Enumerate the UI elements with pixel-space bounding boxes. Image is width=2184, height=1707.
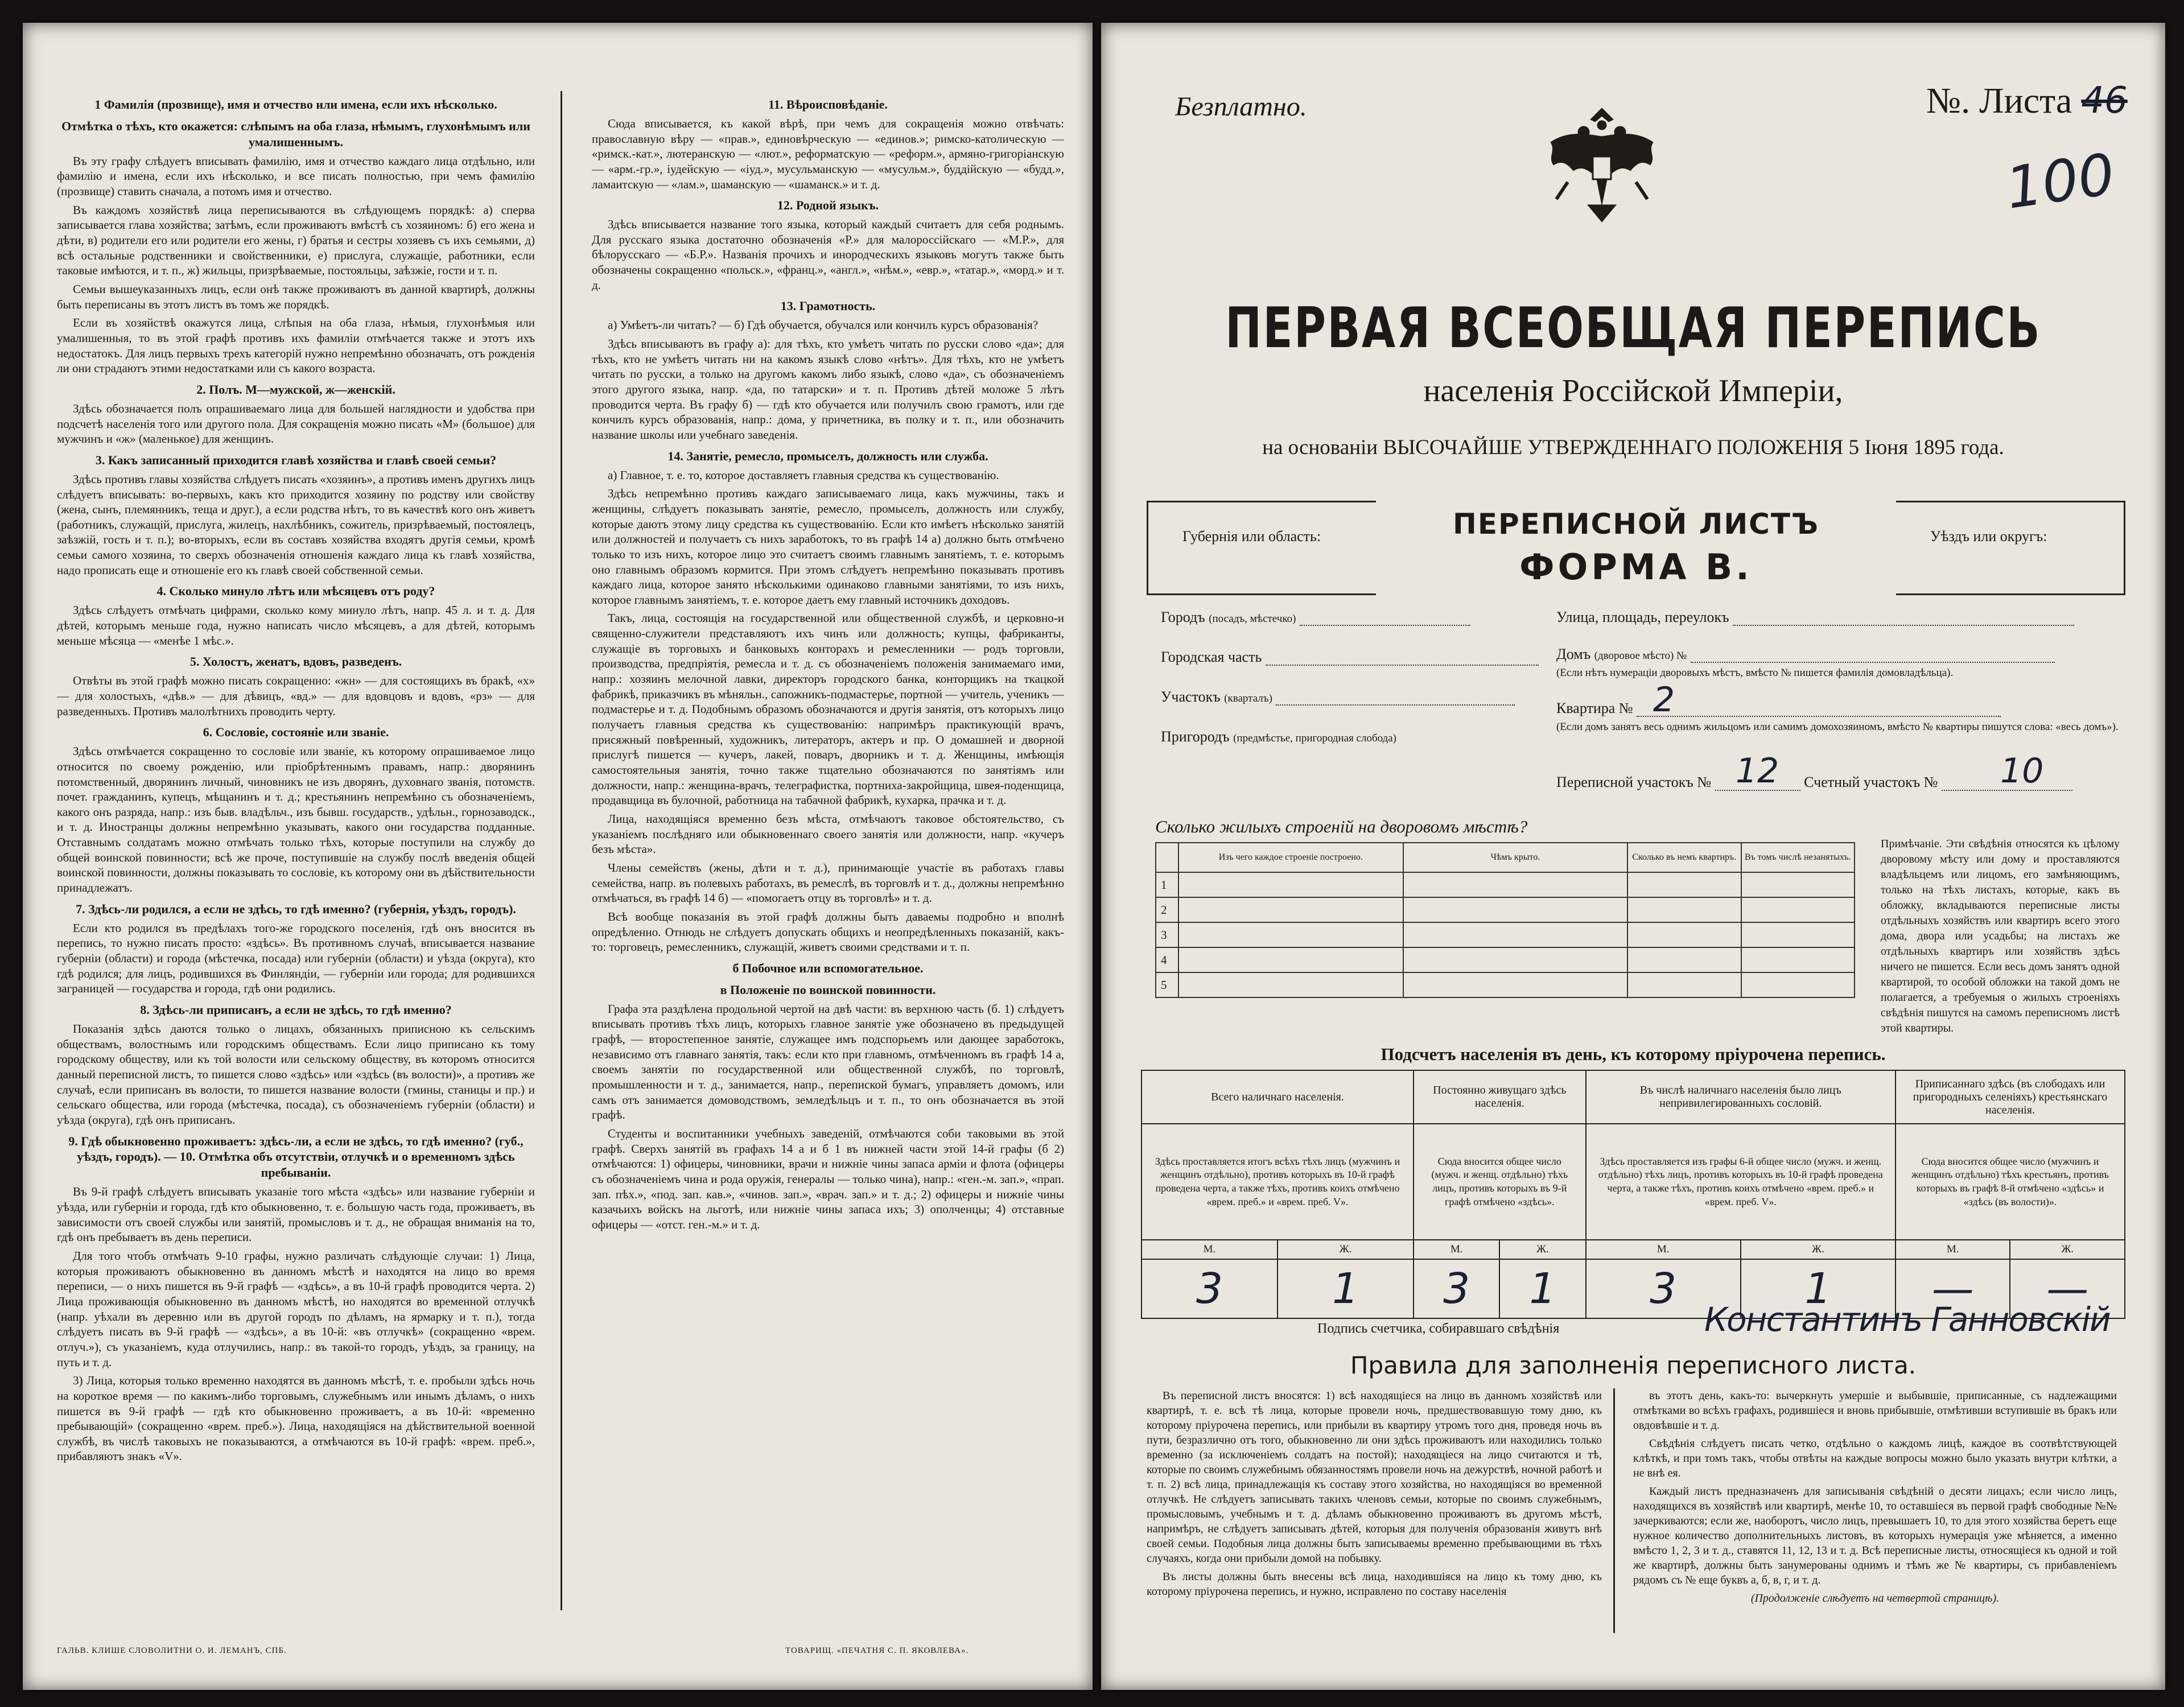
suburb-note: (предмѣстье, пригородная слобода) — [1233, 732, 1396, 744]
sheet-number — [1926, 80, 2128, 122]
house-explanation: (Если нѣтъ нумераціи дворовыхъ мѣстъ, вмѣсто № пишется фамилія домовладѣльца). — [1556, 667, 1954, 679]
district-label: Уѣздъ или округъ: — [1930, 528, 2047, 545]
female-label: Ж. — [1741, 1240, 1895, 1259]
city-part-label: Городская часть — [1161, 649, 1262, 665]
female-label: Ж. — [2010, 1240, 2125, 1259]
enumerator-signature-label: Подпись счетчика, собиравшаго свѣдѣнія — [1317, 1321, 1560, 1336]
census-precinct-field[interactable] — [1556, 774, 2072, 791]
population-count-title: Подсчетъ населенія въ день, къ которому пріурочена перепись. — [1381, 1044, 1886, 1064]
instruction-heading: 14. Занятіе, ремесло, промыселъ, должность или служба. — [667, 448, 988, 463]
rules-title: Правила для заполненія переписного листа. — [1350, 1351, 1917, 1379]
instruction-heading: 3. Какъ записанный приходится главѣ хозяйства и главѣ своей семьи? — [95, 452, 497, 467]
male-label: М. — [1414, 1240, 1499, 1259]
house-label: Домъ — [1556, 646, 1591, 662]
instruction-heading: 2. Полъ. М—мужской, ж—женскій. — [196, 382, 395, 397]
left-page — [23, 23, 1093, 1690]
male-label: М. — [1586, 1240, 1741, 1259]
instruction-paragraph: Отвѣты въ этой графѣ можно писать сокращенно: «жн» — для состоящихъ въ бракѣ, «х» — для холостыхъ, «дѣв.» — для дѣвицъ, «вд.» — для вдовцовъ и вдовъ, «рз» — для разведенныхъ. Противъ малолѣтнихъ проводить черту. — [57, 674, 535, 718]
table-row: 3 — [1156, 922, 1855, 947]
right-page — [1101, 23, 2165, 1690]
continued-note: (Продолженіе слѣдуетъ на четвертой страницѣ). — [1750, 1592, 2000, 1605]
buildings-header-roof: Чѣмъ крыто. — [1403, 843, 1628, 872]
instruction-paragraph: Въ 9-й графѣ слѣдуетъ вписывать указаніе того мѣста «здѣсь» или название губерніи и уѣзда, или губерніи и города, гдѣ кто обыкновенно, т. е. большую часть года, проживаетъ, въ зависимости отъ своей службы или занятій, промысловъ и т. д., не обращая вниманія на то, гдѣ онъ пребываетъ въ день переписи. — [57, 1185, 535, 1244]
precinct-note: (кварталъ) — [1224, 692, 1272, 704]
instruction-paragraph: Сюда вписывается, къ какой вѣрѣ, при чемъ для сокращенія можно отвѣчать: православную вѣру — «прав.», единовѣрческую — «единов.»; римско-католическую — «римск.-кат.», лютеранскую — «лют.», реформатскую — «реформ.», армяно-григоріанскую — «арм.-гр.», іудейскую — «іуд.», мусульманскую — «мусульм.», буддійскую — «будд.», ламаитскую — «лам.», шаманскую — «шаманск.» и т. д. — [592, 116, 1064, 191]
rules-paragraph: Въ листы должны быть внесены всѣ лица, находившіяся на лицо къ тому дню, къ которому пріурочена перепись, и нужно, исправлено по составу населенія — [1147, 1570, 1602, 1598]
rules-column-2 — [1633, 1388, 2117, 1609]
instruction-paragraph: Показанія здѣсь даются только о лицахъ, обязанныхъ приписною къ сельскимъ обществамъ, волостнымъ или городскимъ обществамъ. Если лицо приписано къ тому городскому обществу, или къ той волости или сельскому обществу, въ которомъ относится данный переписной листъ, то пишется слово «здѣсь» или «здѣсь (въ волости)», а противъ же случаѣ, если приписанъ въ волости, то пишется название волости (гмины, станицы и пр.) и сельскаго общества, или города (мѣстечка, посада), съ обозначеніемъ губерніи (области) и уѣзда (округа), гдѣ онъ приписанъ. — [57, 1021, 535, 1127]
population-count-table — [1141, 1070, 2125, 1319]
suburb-field[interactable] — [1161, 728, 1396, 745]
count-precinct-handwritten: 10 — [2000, 751, 2044, 791]
instruction-paragraph: а) Умѣетъ-ли читать? — б) Гдѣ обучается, обучался или кончилъ курсъ образованія? — [608, 318, 1039, 332]
precinct-label: Участокъ — [1161, 688, 1221, 705]
instruction-paragraph: Если въ хозяйствѣ окажутся лица, слѣпыя на оба глаза, нѣмыя, глухонѣмыя или умалишенныя, то въ этой графѣ противъ ихъ фамиліи отмѣчается также и этотъ ихъ недостатокъ. Для лицъ первыхъ трехъ категорій нужно непремѣнно обозначать, отъ рожденія ли они страдаютъ этими недостатками или съ какого возраста. — [57, 316, 535, 376]
instruction-heading: Отмѣтка о тѣхъ, кто окажется: слѣпымъ на оба глаза, нѣмымъ, глухонѣмымъ или умалишеннымъ. — [61, 118, 530, 149]
instruction-paragraph: Если кто родился въ предѣлахъ того-же городского поселенія, гдѣ онъ вносится въ перепись, то нужно писать просто: «здѣсь». Въ противномъ случаѣ, вписывается название губерніи (области) и города (мѣстечка, посада) или губерніи (области) и уѣзда (округа), кто гдѣ родился; для лицъ, родившихся въ Финляндіи, — губерніи или города; для родившихся заграницей — государства и города, гдѣ они родились. — [57, 921, 535, 996]
form-letter: ФОРМА В. — [1519, 546, 1753, 588]
rules-paragraph: въ этотъ день, какъ-то: вычеркнуть умершіе и выбывшіе, приписанные, съ надлежащими отмѣтками во всѣхъ графахъ, родившіеся и вновь прибывшіе, отмѣтивши вступившіе въ бракъ или овдовѣвшіе и т. д. — [1633, 1389, 2117, 1432]
instruction-paragraph: Здѣсь вписывается название того языка, который каждый считаетъ для себя роднымъ. Для русскаго языка достаточно обозначенія «Р.» для малороссійскаго — «М.Р.», для бѣлорусскаго — «Б.Р.». Названія прочихъ и инородческихъ языковъ могутъ также быть обозначены сокращенно «польск.», «франц.», «англ.», «нѣм.», «евр.», «татар.», «морд.» и т. д. — [592, 217, 1064, 292]
instruction-paragraph: Семьи вышеуказанныхъ лицъ, если онѣ также проживаютъ въ данной квартирѣ, должны быть переписаны въ этотъ листъ въ томъ же порядкѣ. — [57, 282, 535, 311]
instruction-paragraph: Здѣсь непремѣнно противъ каждаго записываемаго лица, какъ мужчины, такъ и женщины, слѣдуетъ показывать занятіе, ремесло, промыселъ, должность или службу, которые даютъ этому лицу средства къ существованію. Если кто имѣетъ нѣсколько занятій или должностей и получаетъ съ нихъ заработокъ, то въ графѣ 14 а) должно быть отмѣчено только то изъ нихъ, которое лицо это считаетъ своимъ главнымъ занятіемъ, т. е. которымъ оно главнымъ образомъ кормится. При этомъ слѣдуетъ непремѣнно показывать противъ каждаго лица, которое занято нѣсколькими одинаково главными занятіями, то изъ нихъ, которое главнымъ занятіемъ, т. е. которое даетъ ему главный источникъ доходовъ. — [592, 486, 1064, 607]
count-header-nonprivileged: Въ числѣ наличнаго населенія было лицъ непривилегированныхъ сословій. — [1586, 1070, 1895, 1124]
instruction-paragraph: Здѣсь вписываютъ въ графу а): для тѣхъ, кто умѣетъ читать по русски слово «да»; для тѣхъ, кто не умѣетъ читать ни на какомъ языкѣ слово «нѣтъ». Для тѣхъ, кто не умѣетъ читать по русски, а только на другомъ какомъ либо языкѣ, слово «да», съ обозначеніемъ этого другого языка, напр. «да, по татарски» и т. п. Противъ дѣтей моложе 5 лѣтъ проводится черта. Въ графу б) — гдѣ кто обучается или получилъ свою грамотъ, или где кончилъ курсъ образованія, напр.: дома, у причетника, въ полку и т. п., или обозначить название школы или учебнаго заведенія. — [592, 337, 1064, 442]
count-desc-nonprivileged: Здѣсь проставляется изъ графы 6-й общее число (мужч. и женщ. отдѣльно) тѣхъ лицъ, противъ которыхъ въ 10-й графѣ проведена черта, а также тѣхъ, противъ коихъ отмѣчено «врем. преб.» и «врем. преб. V». — [1586, 1124, 1895, 1240]
legal-basis: на основаніи ВЫСОЧАЙШЕ УТВЕРЖДЕННАГО ПОЛОЖЕНІЯ 5 Іюня 1895 года. — [1262, 436, 2004, 459]
house-note: (дворовое мѣсто) № — [1594, 650, 1687, 662]
count-present-male[interactable]: 3 — [1142, 1259, 1278, 1318]
rules-paragraph: Свѣдѣнія слѣдуетъ писать четко, отдѣльно о каждомъ лицѣ, каждое въ соотвѣтствующей клѣткѣ, и при томъ такъ, чтобы отвѣты на каждые вопросы можно было указать внутри клѣтки, а не внѣ ея. — [1633, 1437, 2117, 1479]
count-nonprivileged-male[interactable]: 3 — [1586, 1259, 1741, 1318]
female-label: Ж. — [1499, 1240, 1585, 1259]
instruction-heading: 5. Холостъ, женатъ, вдовъ, разведенъ. — [189, 654, 402, 669]
district-box — [1896, 501, 2125, 595]
instruction-paragraph: Для того чтобъ отмѣчать 9-10 графы, нужно различать слѣдующіе случаи: 1) Лица, которыя проживаютъ обыкновенно въ данномъ мѣстѣ и находятся на лицо во время переписи, — о нихъ пишется въ 9-й графѣ — «здѣсь», а въ 10-й графѣ проводится черта. 2) Лица проживающія обыкновенно въ данномъ мѣстѣ, но находятся во временной отлучкѣ (напр. уѣхали въ деревню или въ другой городъ по дѣламъ, на ярмарку и т. п.), тогда слѣдуетъ писать въ 9-й графѣ — «здѣсь», а въ 10-й: «въ отлучкѣ» (сокращенно «врем. отлуч.»), съ указаніемъ, куда отлучились, напр.: въ такой-то городъ, уѣздъ, за границу, на путь и т. д. — [57, 1248, 535, 1369]
instruction-heading: 9. Гдѣ обыкновенно проживаетъ: здѣсь-ли, а если не здѣсь, то гдѣ именно? (губ., уѣздъ, городъ). — 10. Отмѣтка объ отсутствіи, отлучкѣ и о временномъ здѣсь пребываніи. — [68, 1133, 524, 1180]
column-divider — [561, 91, 562, 1610]
buildings-header-apartments: Сколько въ немъ квартиръ. — [1627, 843, 1741, 872]
count-desc-peasants: Сюда вносится общее число (мужчинъ и женщинъ отдѣльно) тѣхъ крестьянъ, противъ которыхъ въ графѣ 8-й отмѣчено «здѣсь» и «здѣсь (въ волости)». — [1895, 1124, 2125, 1240]
rules-paragraph: Каждый листъ предназначенъ для записыванія свѣдѣній о десяти лицахъ; если число лицъ, находящихся въ хозяйствѣ или квартирѣ, менѣе 10, то оставшіеся въ первой графѣ свободные №№ зачеркиваются; если же, наоборотъ, число лицъ, превышаетъ 10, то для этого хозяйства беретъ еще нужное количество дополнительныхъ листовъ, въ которыхъ нумерація уже мѣняется, а именно вмѣсто 1, 2, 3 и т. д., ставятся 11, 12, 13 и т. д. Всѣ переписные листы, относящіеся къ одной и той же квартирѣ, должны быть занумерованы однимъ и тѣмъ же № квартиры, съ прибавленіемъ рядомъ съ № еще буквъ а, б, в, г, и т. д. — [1633, 1485, 2117, 1586]
count-peasants-female[interactable]: — — [2010, 1259, 2125, 1318]
instruction-heading: 1 Фамилія (прозвище), имя и отчество или имена, если ихъ нѣсколько. — [94, 97, 497, 112]
buildings-note: Примѣчаніе. Эти свѣдѣнія относятся къ цѣлому дворовому мѣсту или дому и проставляются владѣльцемъ или лицомъ, его замѣняющимъ, только на тѣхъ листахъ, которые, какъ въ обложку, вкладываются переписные листы отдѣльныхъ хозяйствъ или квартиръ всего этого дома, двора или усадьбы; на листахъ же отдѣльныхъ квартиръ или хозяйствъ здѣсь ничего не пишется. Если весь домъ занятъ одной квартирой, то особой обложки на такой домъ не полагается, а требуемыя о жилыхъ строеніяхъ свѣдѣнія пишутся на самомъ переписномъ листѣ этой квартиры. — [1881, 838, 2120, 1034]
instruction-paragraph: Всѣ вообще показанія въ этой графѣ должны быть даваемы подробно и вполнѣ опредѣленно. Отнюдь не слѣдуетъ допускать общихъ и неопредѣленныхъ показаній, какъ-то: торговецъ, ремесленникъ, служащій, живетъ своими средствами и т. п. — [592, 909, 1064, 954]
instruction-heading: в Положеніе по воинской повинности. — [720, 982, 936, 997]
count-header-present: Всего наличнаго населенія. — [1142, 1070, 1414, 1124]
instruction-paragraph: Лица, находящіяся временно безъ мѣста, отмѣчаютъ таковое обстоятельство, съ указаніемъ послѣдняго или обыкновеннаго своего занятія или должности, напр. «кучеръ безъ мѣста». — [592, 812, 1064, 856]
instruction-heading: 8. Здѣсь-ли приписанъ, а если не здѣсь, то гдѣ именно? — [140, 1002, 452, 1017]
printer-imprint-left: ГАЛЬВ. КЛИШЕ СЛОВОЛИТНИ О. И. ЛЕМАНЪ, СПБ. — [57, 1646, 287, 1655]
instruction-heading: 4. Сколько минуло лѣтъ или мѣсяцевъ отъ роду? — [156, 584, 435, 599]
city-part-field[interactable] — [1161, 649, 1539, 666]
census-sheet-title: ПЕРЕПИСНОЙ ЛИСТЪ — [1453, 508, 1819, 541]
instruction-heading: 12. Родной языкъ. — [777, 198, 879, 213]
count-present-female[interactable]: 1 — [1278, 1259, 1414, 1318]
table-row: 5 — [1156, 972, 1855, 997]
census-title: ПЕРВАЯ ВСЕОБЩАЯ ПЕРЕПИСЬ — [1225, 296, 2041, 361]
count-precinct-label: Счетный участокъ № — [1804, 774, 1938, 790]
apartment-field[interactable] — [1556, 700, 2119, 734]
table-row: 1 — [1156, 872, 1855, 897]
census-precinct-label: Переписной участокъ № — [1556, 774, 1712, 790]
instruction-heading: 11. Вѣроисповѣданіе. — [768, 97, 888, 112]
instruction-heading: б Побочное или вспомогательное. — [732, 960, 924, 975]
instruction-paragraph: Члены семействъ (жены, дѣти и т. д.), принимающіе участіе въ работахъ главы семейства, напр. въ полевыхъ работахъ, въ ремеслѣ, въ торговлѣ и т. д., должны непремѣнно отмѣчаться, въ графѣ 14 б) — «помогаетъ отцу въ торговлѣ» и т. д. — [592, 860, 1064, 905]
instruction-heading: 13. Грамотность. — [780, 299, 876, 314]
instruction-paragraph: Студенты и воспитанники учебныхъ заведеній, отмѣчаются соби таковыми въ этой графѣ. Сверхъ занятій въ графахъ 14 а и б 1 въ нижней части этой 14-й графы (б 2) отмѣчаются: 1) офицеры, чиновники, врачи и нижніе чины запаса арміи и флота (офицеры съ обозначеніемъ чина и рода оружія, генералы — только чина), напр.: «ген.-м. зап.», «прап. зап. пѣх.», «под. зап. кав.», «чинов. зап.», «врач. зап.» и т. д.; 2) офицеры и нижніе чины казачьихъ войскъ на льготѣ, или нижніе чины запаса ихъ; 3) ополченцы; 4) отставные офицеры — «отст. ген.-м.» и т. д. — [592, 1127, 1064, 1231]
city-field[interactable] — [1161, 609, 1470, 626]
apartment-label: Квартира № — [1556, 700, 1633, 716]
handwritten-page-number: 100 — [2001, 141, 2119, 222]
province-box — [1147, 501, 1376, 595]
buildings-question: Сколько жилыхъ строеній на дворовомъ мѣстѣ? — [1155, 817, 1528, 836]
rules-column-1 — [1147, 1388, 1602, 1602]
instruction-paragraph: 3) Лица, которыя только временно находятся въ данномъ мѣстѣ, т. е. пробыли здѣсь ночь на короткое время — по какимъ-либо торговымъ, служебнымъ или инымъ дѣламъ, о нихъ пишется въ 9-й графѣ — гдѣ кто обыкновенно проживаетъ, а въ 10-й: «временно пребывающій» (сокращенно «врем. преб.»). Лица, находящіяся на дѣйствительной военной службѣ, въ числѣ таковыхъ не показываются, а отмѣчаются въ 10-й графѣ: «врем. преб.», прибавляютъ знакъ «V». — [57, 1374, 535, 1463]
city-label: Городъ — [1161, 609, 1205, 625]
count-header-permanent: Постоянно живущаго здѣсь населенія. — [1414, 1070, 1585, 1124]
province-label: Губернія или область: — [1182, 528, 1321, 545]
instruction-paragraph: Въ эту графу слѣдуетъ вписывать фамилію, имя и отчество каждаго лица отдѣльно, или фамилію и имена, если ихъ нѣсколько, и все писать полностью, при чемъ фамилію (прозвище) ставить сначала, а потомъ имя и отчество. — [57, 154, 535, 199]
table-row: 4 — [1156, 947, 1855, 972]
male-label: М. — [1895, 1240, 2010, 1259]
imperial-eagle-crest-icon — [1534, 102, 1670, 233]
instruction-paragraph: Такъ, лица, состоящія на государственной или общественной службѣ, и церковно-и священно-служители представляютъ ихъ чинъ или должность; купцы, фабриканты, служащіе въ торговыхъ и банковыхъ конторахъ и ремесленники — родъ торговли, производства, предпріятія, ремесла и т. д. съ обозначеніемъ положенія занимаемаго ими, напр.: хозяинъ мелочной лавки, директоръ городского банка, конторщикъ на ткацкой фабрикѣ, приказчикъ въ мѣняльн., сапожникъ-подмастерье, портной — учитель, ученикъ — подмастерье и т. д. Подобнымъ образомъ обозначаются и другія занятія, отъ которыхъ лицо получаетъ главныя средства къ существованію: напримѣръ практикующій врачъ, присяжный повѣренный, художникъ, литераторъ, актеръ и пр. О домашней и дворной прислугѣ пишется — кучеръ, лакей, поваръ, дворникъ и т. д. Женщины, имѣющія самостоятельныя занятія, точно также тщательно обозначаются по занятіямъ или должности, напр.: женщина-врачъ, телеграфистка, портниха-закройщица, швея-поденщица, продавщица въ булочной, работница на табачной фабрикѣ, кухарка, прачка и т. д. — [592, 611, 1064, 807]
sheet-number-label: №. Листа — [1926, 80, 2072, 121]
enumerator-signature: Константинъ Ганновскій — [1704, 1300, 2110, 1339]
house-field[interactable] — [1556, 646, 2055, 680]
instruction-paragraph: Здѣсь противъ главы хозяйства слѣдуетъ писать «хозяинъ», а противъ именъ другихъ лицъ слѣдуетъ вписывать: во-первыхъ, какъ кто приходится хозяину по родству или свойству (жена, сынъ, племянникъ, теща и друг.), а если родства нѣтъ, то въ качествѣ кого онъ живетъ (работникъ, служащій, прислуга, жилецъ, нахлѣбникъ, сожитель, призрѣваемый, постоялецъ, заѣзжій, гость и т. п.); во-вторыхъ, если въ составъ хозяйства входятъ другія семьи, кромѣ семьи самого хозяина, то сверхъ обозначенія отношенія каждаго лица къ главѣ хозяйства, надо прописать еще и отношеніе его къ главѣ своей собственной семьи. — [57, 472, 535, 577]
buildings-table — [1155, 842, 1855, 998]
rules-paragraph: Въ переписной листъ вносятся: 1) всѣ находящіеся на лицо въ данномъ хозяйствѣ или квартирѣ, т. е. всѣ тѣ лица, которые провели ночь, предшествовавшую тому дню, къ которому пріурочена перепись, или прибыли въ квартиру утромъ того дня, проведя ночь въ пути, безразлично отъ того, обыкновенно ли они здѣсь проживаютъ или находились только временно (за исключеніемъ солдатъ на постой); находящіеся на лицо считаются и тѣ, которые по своимъ служебнымъ обязанностямъ провели ночь на дежурствѣ, ночной работѣ и т. п. 2) всѣ лица, принадлежащія къ составу этого хозяйства, но находящіяся во временной отлучкѣ. Не слѣдуетъ записывать такихъ членовъ семьи, которые по своимъ служебнымъ, промысловымъ, учебнымъ и т. д. дѣламъ обыкновенно проживаютъ въ другомъ мѣстѣ, напримѣръ, не слѣдуетъ записывать дѣтей, которыя для полученія образованія живутъ внѣ своей семьи. Подобныя лица должны быть записываемы временно пребывающими въ тѣхъ случаяхъ, когда они прибыли домой на побывку. — [1147, 1389, 1602, 1565]
instructions-column-1 — [57, 91, 535, 1610]
instruction-paragraph: Здѣсь слѣдуетъ отмѣчать цифрами, сколько кому минуло лѣтъ, напр. 45 л. и т. д. Для дѣтей, которымъ меньше года, нужно написать число мѣсяцевъ, а для дѣтей, которымъ меньше мѣсяца — «менѣе 1 мѣс.». — [57, 603, 535, 648]
form-header-box — [1147, 501, 2125, 592]
table-row: 2 — [1156, 897, 1855, 922]
printer-imprint-right: ТОВАРИЩ. «ПЕЧАТНЯ С. П. ЯКОВЛЕВА». — [785, 1646, 969, 1655]
female-label: Ж. — [1278, 1240, 1414, 1259]
instruction-paragraph: Здѣсь обозначается полъ опрашиваемаго лица для большей наглядности и удобства при подсчетѣ населенія того или другого пола. Для сокращенія можно писать «М» (большое) для мужчинъ и «ж» (маленькое) для женщинъ. — [57, 401, 535, 446]
buildings-header-material: Изъ чего каждое строеніе построено. — [1178, 843, 1403, 872]
instruction-paragraph: Графа эта раздѣлена продольной чертой на двѣ части: въ верхнюю часть (б. 1) слѣдуетъ вписывать противъ тѣхъ лицъ, которыхъ главное занятіе уже обозначено въ предыдущей графѣ, — второстепенное занятіе, служащее имъ подспорьемъ или дающее заработокъ, независимо отъ главнаго занятія, такъ: если кто при главномъ, отмѣченномъ въ графѣ 14 а, своемъ занятіи по государственной или общественной службѣ, по торговлѣ, промышленности и т. д., занимается, напр., перепиской бумагъ, управляетъ домомъ, или самъ отъ занимается домоводствомъ, земледѣльцъ и т. п., то онъ обозначается въ этой графѣ. — [592, 1001, 1064, 1122]
precinct-field[interactable] — [1161, 688, 1515, 706]
count-permanent-male[interactable]: 3 — [1414, 1259, 1499, 1318]
instruction-paragraph: Здѣсь отмѣчается сокращенно то сословіе или званіе, къ которому опрашиваемое лицо относится по своему рожденію, или пріобрѣтеннымъ правамъ, напр.: дворянинъ потомственный, дворянинъ личный, чиновникъ не изъ дворянъ, духовнаго званія, потомств. почет. гражданинъ, купецъ, мѣщанинъ и т. д.; крестьянинъ непремѣнно съ обозначеніемъ, какого онъ разряда, напр.: изъ быв. владѣльч., изъ бывш. государств., удѣльн., горнозаводск., и т. д. Иностранцы должны непремѣнно указывать, какого они государства подданные. Отставнымъ солдатамъ можно отмѣчать только тѣхъ, которые поступили на службу до общей воинской повинности; всѣ же проче, поступившіе на службу послѣ введенія общей воинской повинности, должны показывать то сословіе, къ которому они въ дѣйствительности принадлежатъ. — [57, 744, 535, 895]
count-desc-present: Здѣсь проставляется итогъ всѣхъ тѣхъ лицъ (мужчинъ и женщинъ отдѣльно), противъ которыхъ въ 10-й графѣ проведена черта, а также тѣхъ, противъ коихъ отмѣчено «врем. преб.» и «врем. преб. V». — [1142, 1124, 1414, 1240]
instruction-heading: 6. Сословіе, состояніе или званіе. — [203, 725, 389, 740]
count-peasants-male[interactable]: — — [1895, 1259, 2010, 1318]
instruction-paragraph: Въ каждомъ хозяйствѣ лица переписываются въ слѣдующемъ порядкѣ: а) сперва записывается глава хозяйства; затѣмъ, если проживаютъ вмѣстѣ съ хозяиномъ: б) его жена и дѣти, в) родители его или родители его жены, г) братья и сестры хозяевъ съ ихъ семьями, д) всѣ остальные родственники и свойственники, е) прислуга, служащіе, работники, если таковые имѣются, и т. п., ж) жильцы, призрѣваемые, постояльцы, заѣзжіе, гости и т. п. — [57, 203, 535, 278]
suburb-label: Пригородъ — [1161, 728, 1230, 745]
count-header-peasants: Приписаннаго здѣсь (въ слободахъ или пригородныхъ селеніяхъ) крестьянскаго населенія. — [1895, 1070, 2125, 1124]
street-label: Улица, площадь, переулокъ — [1556, 609, 1729, 625]
buildings-header-vacant: Въ томъ числѣ незанятыхъ. — [1741, 843, 1855, 872]
male-label: М. — [1142, 1240, 1278, 1259]
count-nonprivileged-female[interactable]: 1 — [1741, 1259, 1895, 1318]
instruction-heading: 7. Здѣсь-ли родился, а если не здѣсь, то гдѣ именно? (губернія, уѣздъ, городъ). — [76, 901, 516, 916]
census-subtitle: населенія Россійской Имперіи, — [1423, 373, 1843, 409]
free-of-charge-label: Безплатно. — [1175, 92, 1307, 122]
apartment-explanation: (Если домъ занятъ весь однимъ жильцомъ или самимъ домохозяиномъ, вмѣсто № квартиры пишутся слова: «весь домъ»). — [1556, 721, 2119, 733]
city-note: (посадъ, мѣстечко) — [1209, 613, 1296, 625]
apartment-number-handwritten: 2 — [1653, 680, 1675, 720]
census-precinct-handwritten: 12 — [1736, 751, 1779, 791]
sheet-number-handwritten: 46 — [2081, 80, 2128, 122]
street-field[interactable] — [1556, 609, 2074, 626]
count-desc-permanent: Сюда вносится общее число (мужч. и женщ. отдѣльно) тѣхъ лицъ, противъ которыхъ въ 9-й графѣ отмѣчено «здѣсь». — [1414, 1124, 1585, 1240]
count-permanent-female[interactable]: 1 — [1499, 1259, 1585, 1318]
column-divider — [1613, 1388, 1615, 1633]
instruction-paragraph: а) Главное, т. е. то, которое доставляетъ главныя средства къ существованію. — [608, 468, 999, 482]
instructions-column-2 — [592, 91, 1064, 1610]
